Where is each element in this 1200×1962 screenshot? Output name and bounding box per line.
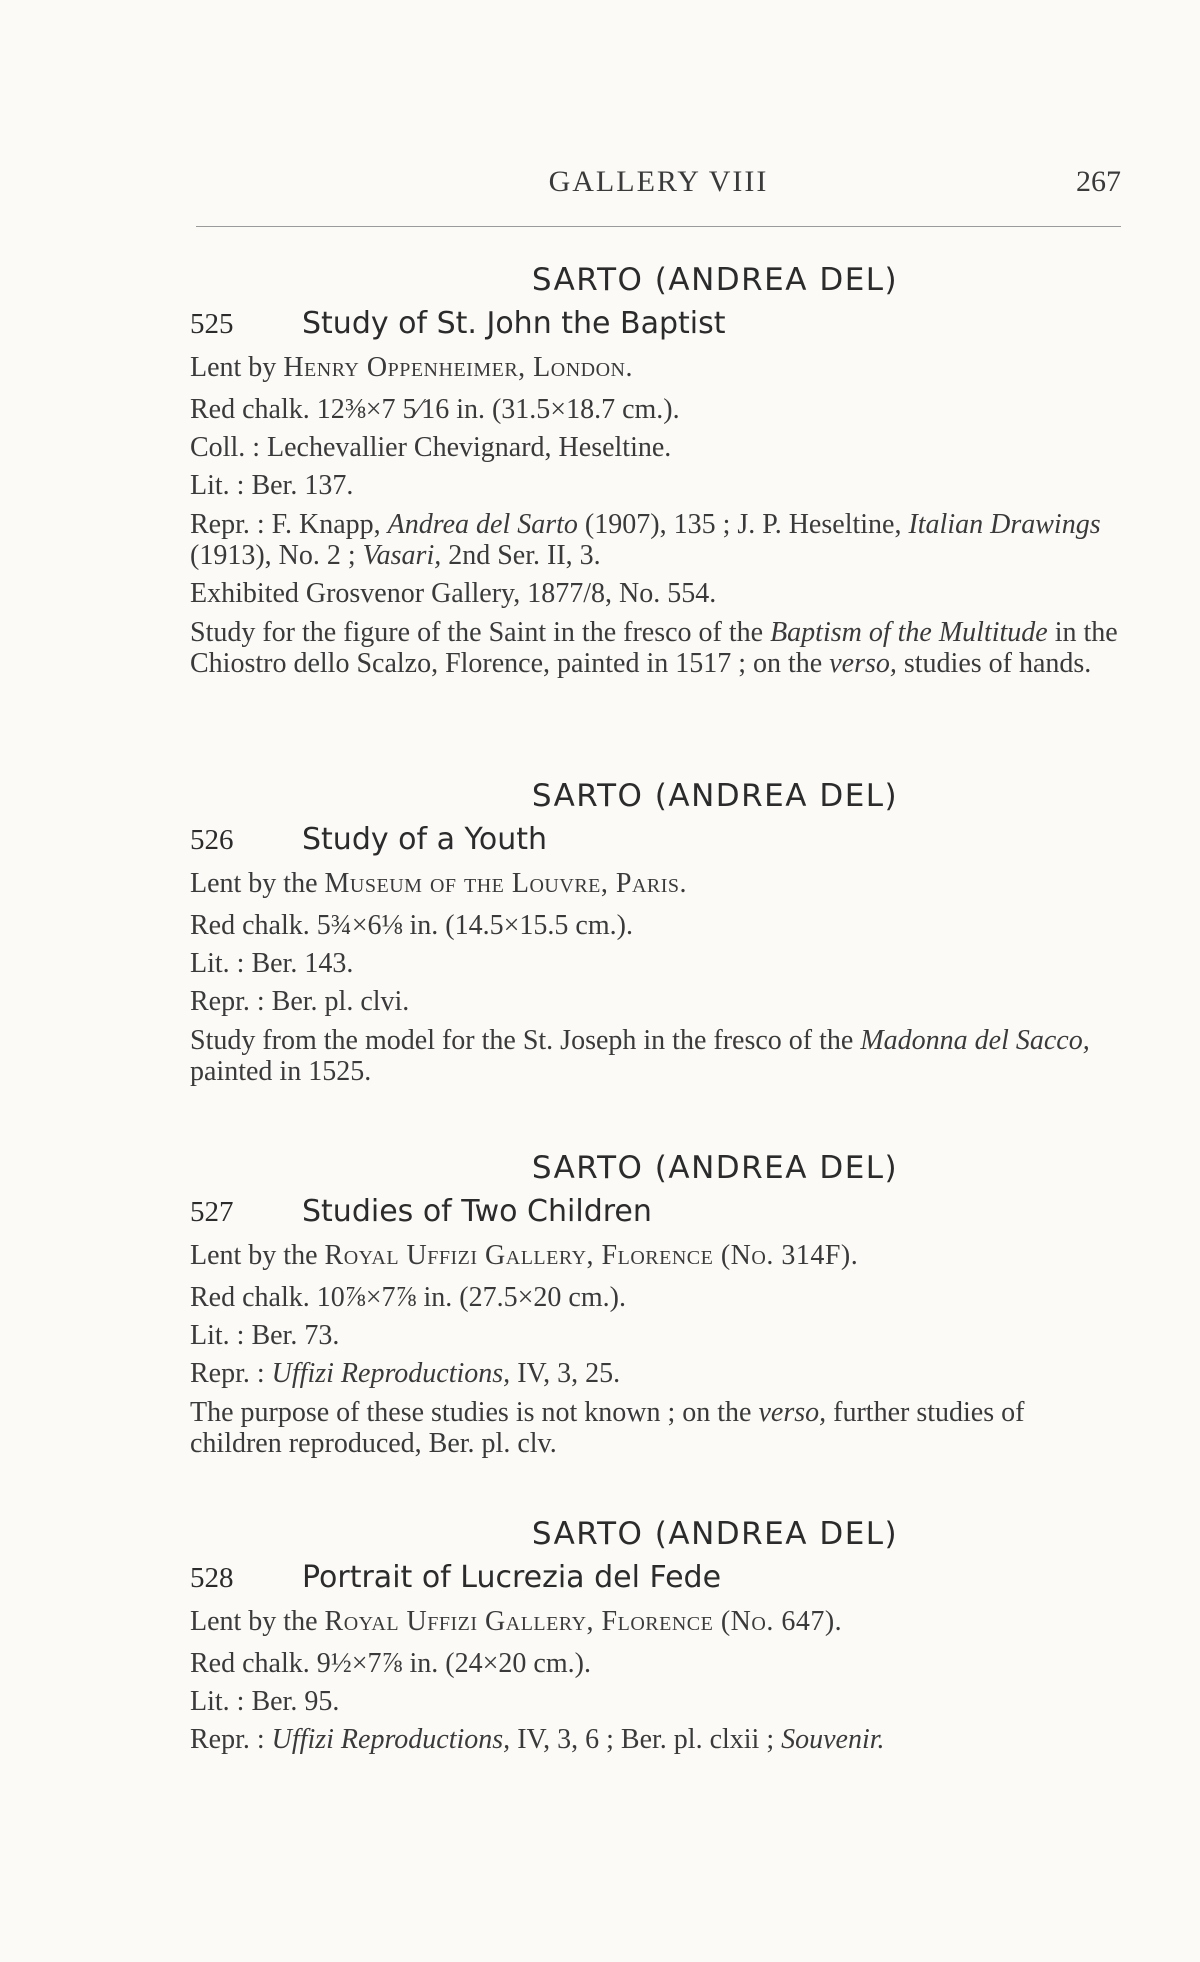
repr-title: Andrea del Sarto	[387, 509, 578, 540]
repr-title: Uffizi Reproductions,	[271, 1724, 511, 1755]
medium-line: Red chalk. 5¾×6⅛ in. (14.5×15.5 cm.).	[190, 910, 633, 941]
reproduction-line: Repr. : Ber. pl. clvi.	[190, 986, 410, 1017]
note-italic: verso,	[829, 648, 897, 679]
catalogue-entry-526	[190, 778, 1120, 1087]
repr-text: Repr. :	[190, 1724, 265, 1755]
collection-line: Coll. : Lechevallier Chevignard, Heseltine.	[190, 432, 672, 463]
repr-title: Souvenir.	[781, 1724, 885, 1755]
note-text: further studies of children reproduced, Ber. pl. clv.	[190, 1397, 1025, 1459]
note-text: The purpose of these studies is not known ; on the	[190, 1397, 752, 1428]
note-text: painted in 1525.	[190, 1056, 372, 1087]
repr-text: (1907), 135 ; J. P. Heseltine,	[584, 509, 902, 540]
lent-prefix: Lent by the	[190, 868, 318, 899]
literature-line: Lit. : Ber. 143.	[190, 948, 354, 979]
repr-title: Italian Drawings	[908, 509, 1101, 540]
lent-prefix: Lent by the	[190, 1606, 318, 1637]
medium-line: Red chalk. 10⅞×7⅞ in. (27.5×20 cm.).	[190, 1282, 626, 1313]
entry-number: 527	[190, 1196, 234, 1228]
entry-title: Portrait of Lucrezia del Fede	[302, 1560, 722, 1595]
entry-number: 525	[190, 308, 234, 340]
note-text: studies of hands.	[903, 648, 1092, 679]
lender-line	[190, 1603, 1120, 1641]
note-text: Study for the figure of the Saint in the fresco of the	[190, 617, 764, 648]
lender: Museum of the Louvre, Paris.	[324, 868, 688, 899]
reproduction-line	[190, 1355, 1120, 1393]
entry-number: 528	[190, 1562, 234, 1594]
lender: Royal Uffizi Gallery, Florence (No. 647).	[324, 1606, 843, 1637]
entry-title: Study of a Youth	[302, 822, 548, 857]
entry-note	[190, 1397, 1120, 1459]
medium-line: Red chalk. 9½×7⅞ in. (24×20 cm.).	[190, 1648, 591, 1679]
entry-note	[190, 1025, 1120, 1087]
repr-text: 2nd Ser. II, 3.	[448, 540, 601, 571]
repr-text: IV, 3, 6 ; Ber. pl. clxii ;	[517, 1724, 775, 1755]
page-header	[196, 165, 1121, 205]
note-italic: verso,	[758, 1397, 827, 1428]
lender: Royal Uffizi Gallery, Florence (No. 314F).	[324, 1240, 859, 1271]
header-rule	[196, 226, 1121, 227]
medium-line: Red chalk. 12⅜×7 5⁄16 in. (31.5×18.7 cm.).	[190, 394, 680, 425]
repr-text: Repr. : F. Knapp,	[190, 509, 381, 540]
lender-line	[190, 349, 1120, 387]
running-head: GALLERY VIII	[548, 165, 769, 198]
exhibited-line: Exhibited Grosvenor Gallery, 1877/8, No. 554.	[190, 578, 717, 609]
artist-heading: SARTO (ANDREA DEL)	[531, 778, 899, 814]
entry-number: 526	[190, 824, 234, 856]
repr-text: Repr. :	[190, 1358, 265, 1389]
entry-title-row	[190, 822, 1120, 857]
literature-line: Lit. : Ber. 95.	[190, 1686, 340, 1717]
repr-text: (1913), No. 2 ;	[190, 540, 356, 571]
repr-title: Vasari,	[362, 540, 442, 571]
artist-heading: SARTO (ANDREA DEL)	[531, 262, 899, 298]
artist-heading: SARTO (ANDREA DEL)	[531, 1516, 899, 1552]
page-number: 267	[1076, 165, 1121, 198]
lender-line	[190, 865, 1120, 903]
note-italic: Baptism of the Multitude	[770, 617, 1048, 648]
literature-line: Lit. : Ber. 73.	[190, 1320, 340, 1351]
reproduction-line	[190, 509, 1120, 571]
note-text: in the Chiostro dello Scalzo, Florence, painted in 1517 ; on the	[190, 617, 1118, 679]
lent-prefix: Lent by the	[190, 1240, 318, 1271]
entry-title-row	[190, 1560, 1120, 1595]
note-italic: Madonna del Sacco,	[860, 1025, 1090, 1056]
literature-line: Lit. : Ber. 137.	[190, 470, 354, 501]
entry-note	[190, 617, 1120, 679]
repr-text: IV, 3, 25.	[517, 1358, 621, 1389]
entry-title-row	[190, 306, 1120, 341]
lent-prefix: Lent by	[190, 352, 277, 383]
artist-heading: SARTO (ANDREA DEL)	[531, 1150, 899, 1186]
repr-title: Uffizi Reproductions,	[271, 1358, 511, 1389]
reproduction-line	[190, 1721, 1120, 1759]
catalogue-entry-525	[190, 262, 1120, 679]
catalogue-entry-527	[190, 1150, 1120, 1459]
note-text: Study from the model for the St. Joseph in the fresco of the	[190, 1025, 854, 1056]
lender-line	[190, 1237, 1120, 1275]
entry-title: Studies of Two Children	[302, 1194, 652, 1229]
entry-title: Study of St. John the Baptist	[302, 306, 726, 341]
lender: Henry Oppenheimer, London.	[283, 352, 633, 383]
entry-title-row	[190, 1194, 1120, 1229]
catalogue-entry-528	[190, 1516, 1120, 1759]
